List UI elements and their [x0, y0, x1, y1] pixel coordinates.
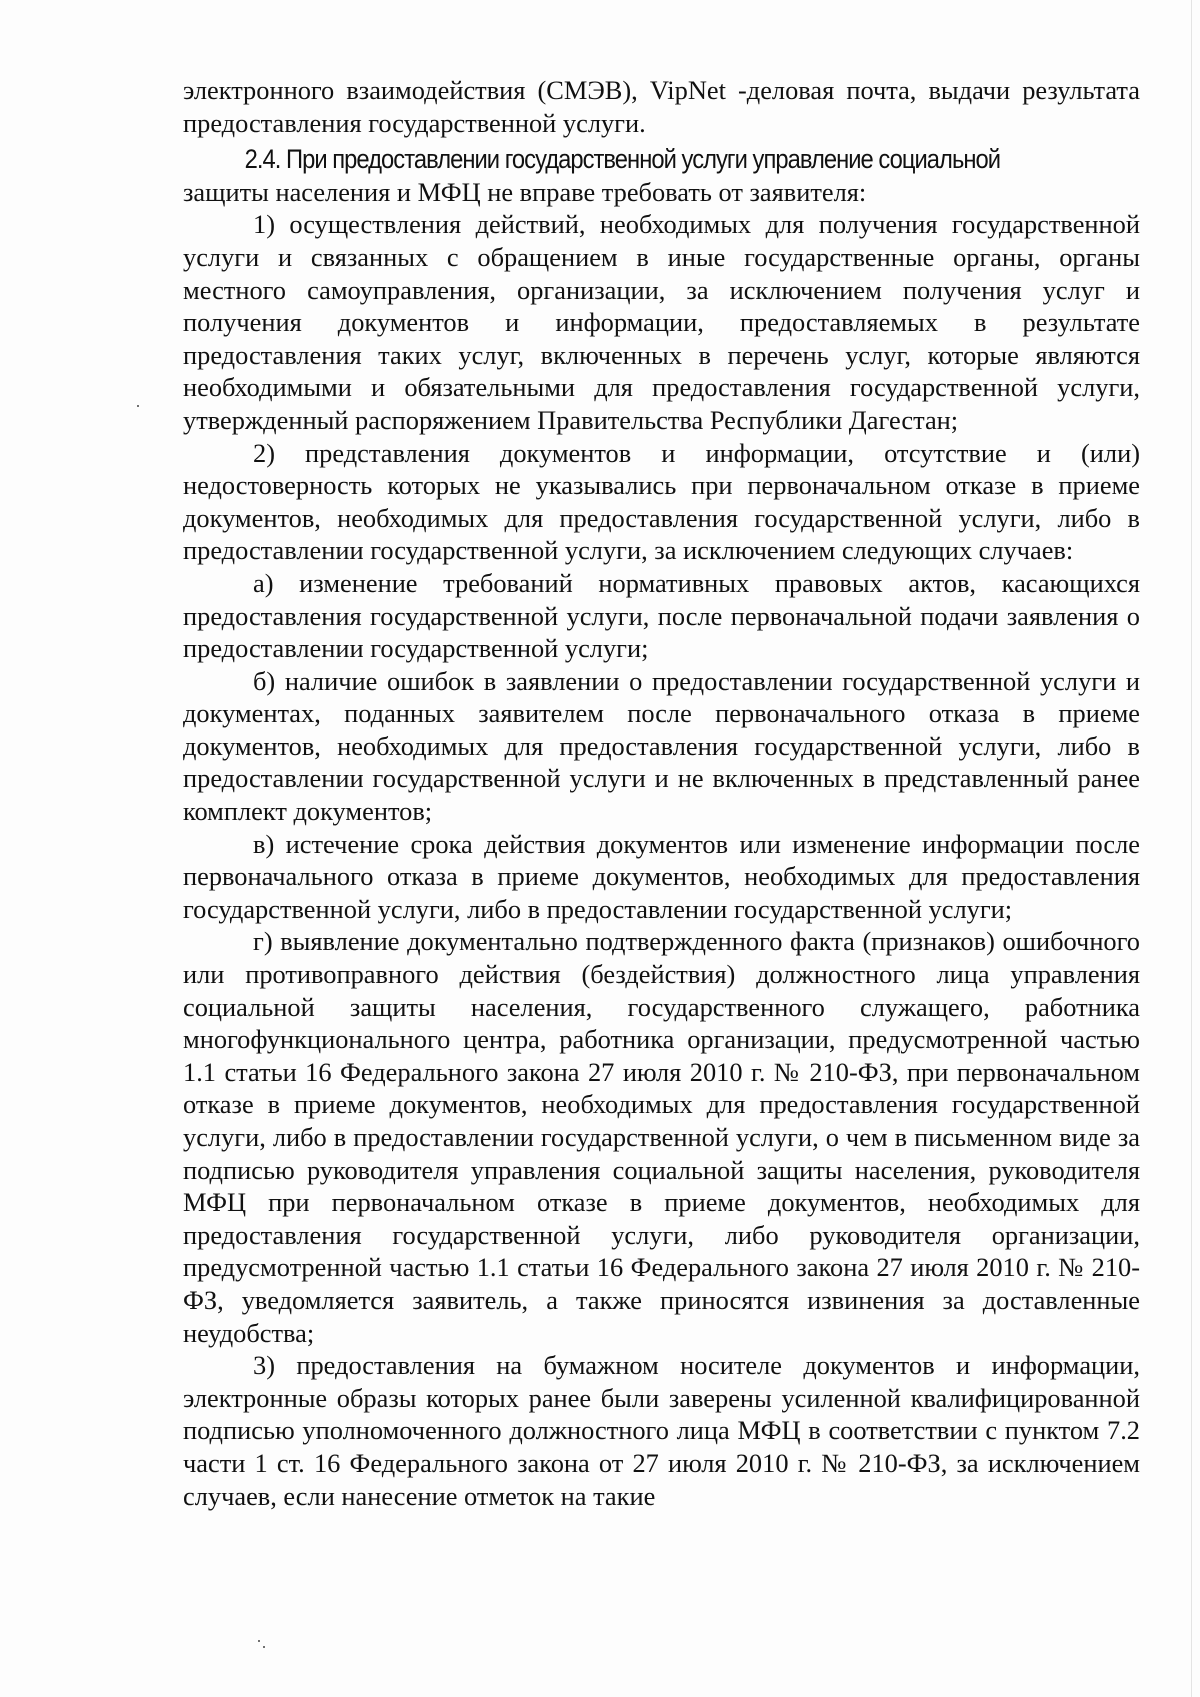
list-item-2g: г) выявление документально подтвержденного факта (признаков) ошибочного или противоправного действия (бездействия) должностного лица управления социальной защиты населения, государственного служащего, работника многофункционального центра, работника организации, предусмотренной частью 1.1 статьи 16 Федерального закона 27 июля 2010 г. № 210-ФЗ, при первоначальном отказе в приеме документов, необходимых для предоставления государственной услуги, либо в предоставлении государственной услуги, о чем в письменном виде за подписью руководителя управления социальной защиты населения, руководителя МФЦ при первоначальном отказе в приеме документов, необходимых для предоставления государственной услуги, либо руководителя организации, предусмотренной частью 1.1 статьи 16 Федерального закона 27 июля 2010 г. № 210-ФЗ, уведомляется заявитель, а также приносятся извинения за доставленные неудобства; — [183, 926, 1140, 1348]
paragraph-continuation: электронного взаимодействия (СМЭВ), VipNet -деловая почта, выдачи результата предоставления государственной услуги. — [183, 75, 1140, 138]
scan-speck — [263, 1646, 265, 1648]
scan-speck — [258, 1640, 260, 1642]
section-2-4-heading: 2.4. При предоставлении государственной услуги управление социальной — [244, 144, 1001, 175]
list-item-1: 1) осуществления действий, необходимых для получения государственной услуги и связанных с обращением в иные государственные органы, органы местного самоуправления, организации, за исключением получения услуг и получения документов и информации, предоставляемых в результате предоставления таких услуг, включенных в перечень услуг, которые являются необходимыми и обязательными для предоставления государственной услуги, утвержденный распоряжением Правительства Республики Дагестан; — [183, 209, 1140, 435]
scan-speck — [137, 405, 139, 407]
list-item-2b: б) наличие ошибок в заявлении о предоставлении государственной услуги и документах, поданных заявителем после первоначального отказа в приеме документов, необходимых для предоставления государственной услуги, либо в предоставлении государственной услуги и не включенных в представленный ранее комплект документов; — [183, 665, 1140, 827]
list-item-3: 3) предоставления на бумажном носителе документов и информации, электронные образы которых ранее были заверены усиленной квалифицированной подписью уполномоченного должностного лица МФЦ в соответствии с пунктом 7.2 части 1 ст. 16 Федерального закона от 27 июля 2010 г. № 210-ФЗ, за исключением случаев, если нанесение отметок на такие — [183, 1350, 1140, 1511]
list-item-2a: а) изменение требований нормативных правовых актов, касающихся предоставления государственной услуги, после первоначальной подачи заявления о предоставлении государственной услуги; — [183, 567, 1140, 664]
list-item-2: 2) представления документов и информации, отсутствие и (или) недостоверность которых не указывались при первоначальном отказе в приеме документов, необходимых для предоставления государственной услуги, либо в предоставлении государственной услуги, за исключением следующих случаев: — [183, 437, 1140, 566]
scan-edge — [1191, 0, 1192, 1697]
list-item-2v: в) истечение срока действия документов или изменение информации после первоначального отказа в приеме документов, необходимых для предоставления государственной услуги, либо в предоставлении государственной услуги; — [183, 828, 1140, 924]
document-body — [183, 74, 1140, 1512]
section-2-4-lead: защиты населения и МФЦ не вправе требовать от заявителя: — [183, 176, 867, 207]
